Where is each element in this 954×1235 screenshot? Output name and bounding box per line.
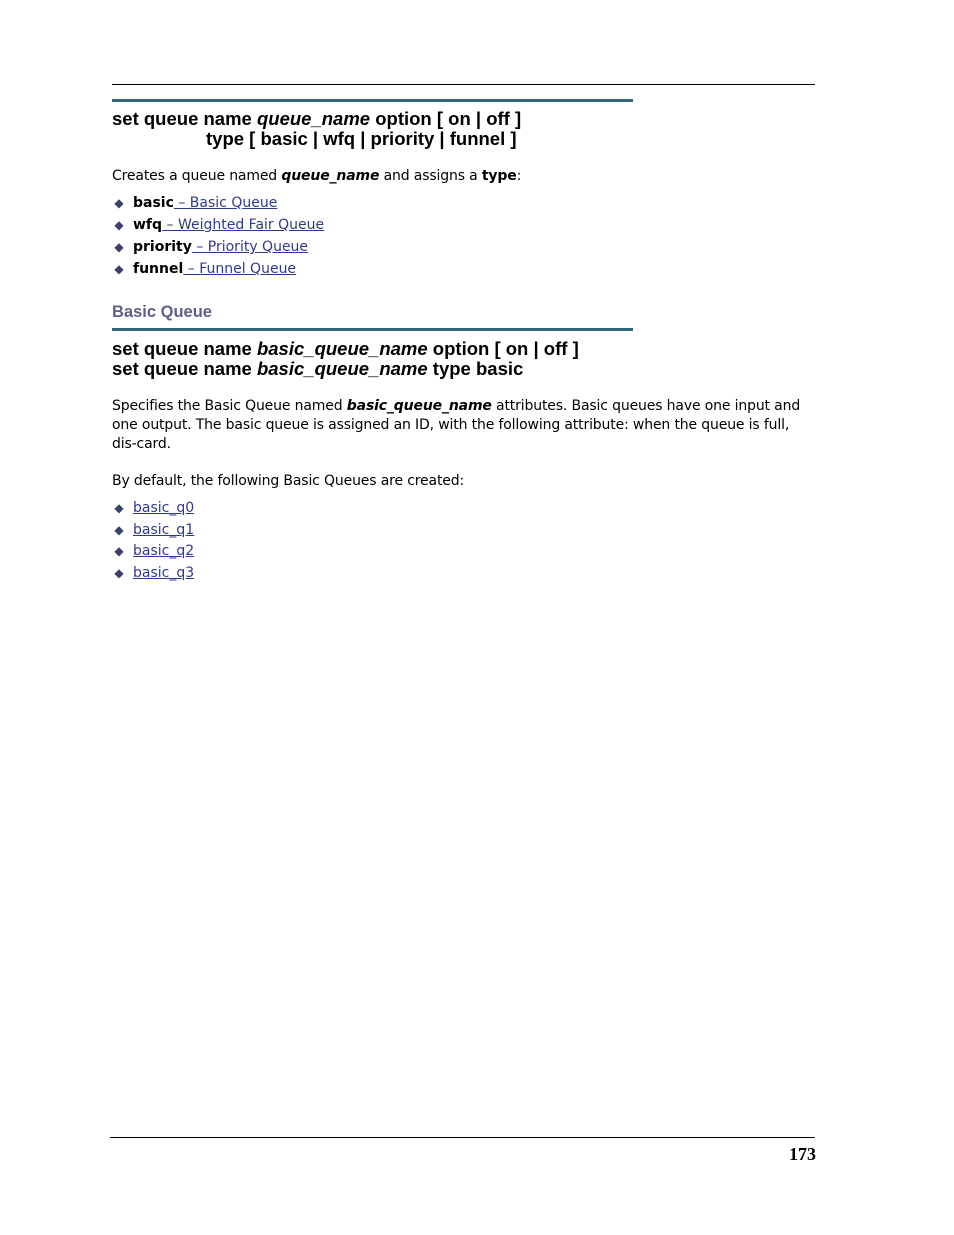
diamond-bullet-icon: ◆ xyxy=(114,262,124,276)
list-item xyxy=(112,498,194,520)
command-heading-bar xyxy=(112,99,633,102)
diamond-bullet-icon: ◆ xyxy=(114,218,124,232)
defaults-intro: By default, the following Basic Queues are created: xyxy=(112,473,465,489)
queue-type-list xyxy=(112,192,324,280)
list-item xyxy=(112,541,194,563)
link-basic-q2[interactable]: basic_q2 xyxy=(133,543,195,560)
list-item: ◆ funnel – Funnel Queue xyxy=(112,258,324,280)
link-basic-q3[interactable]: basic_q3 xyxy=(133,565,195,582)
link-basic-q0[interactable]: basic_q0 xyxy=(133,500,195,516)
command-line-1: set queue name queue_name option [ on | off ] xyxy=(112,108,522,129)
diamond-bullet-icon: ◆ xyxy=(114,566,124,581)
link-funnel-queue[interactable]: – Funnel Queue xyxy=(183,261,297,277)
command-syntax-queue xyxy=(112,109,521,149)
list-item: ◆ basic – Basic Queue xyxy=(112,192,324,214)
footer-rule xyxy=(110,1137,815,1138)
link-basic-queue[interactable]: – Basic Queue xyxy=(173,195,278,211)
diamond-bullet-icon: ◆ xyxy=(114,522,124,537)
diamond-bullet-icon: ◆ xyxy=(114,240,124,254)
header-rule xyxy=(112,84,815,85)
list-item xyxy=(112,563,194,585)
default-queue-list xyxy=(112,498,194,585)
list-item: ◆ priority – Priority Queue xyxy=(112,236,324,258)
link-priority-queue[interactable]: – Priority Queue xyxy=(191,239,309,255)
command-line-2: type [ basic | wfq | priority | funnel ] xyxy=(206,128,517,149)
description-paragraph: Specifies the Basic Queue named basic_queue_name attributes. Basic queues have one input and one output. The basic queue is assigned an ID, with the following attribute: when the queue is full, dis-card. xyxy=(112,398,801,452)
diamond-bullet-icon: ◆ xyxy=(114,544,124,559)
diamond-bullet-icon: ◆ xyxy=(114,196,124,210)
command-syntax-basic-queue xyxy=(112,339,579,379)
section-heading-basic-queue: Basic Queue xyxy=(112,303,212,321)
list-item xyxy=(112,520,194,542)
link-basic-q1[interactable]: basic_q1 xyxy=(133,521,195,538)
diamond-bullet-icon: ◆ xyxy=(114,501,124,515)
command-line-2: set queue name basic_queue_name type basic xyxy=(112,358,524,379)
command-line-1: set queue name basic_queue_name option [ on | off ] xyxy=(112,338,579,359)
list-item: ◆ wfq – Weighted Fair Queue xyxy=(112,214,324,236)
intro-paragraph: Creates a queue named queue_name and assigns a type: xyxy=(112,168,522,184)
page-number: 173 xyxy=(789,1144,816,1164)
command-heading-bar xyxy=(112,328,633,331)
link-weighted-fair-queue[interactable]: – Weighted Fair Queue xyxy=(162,217,325,233)
